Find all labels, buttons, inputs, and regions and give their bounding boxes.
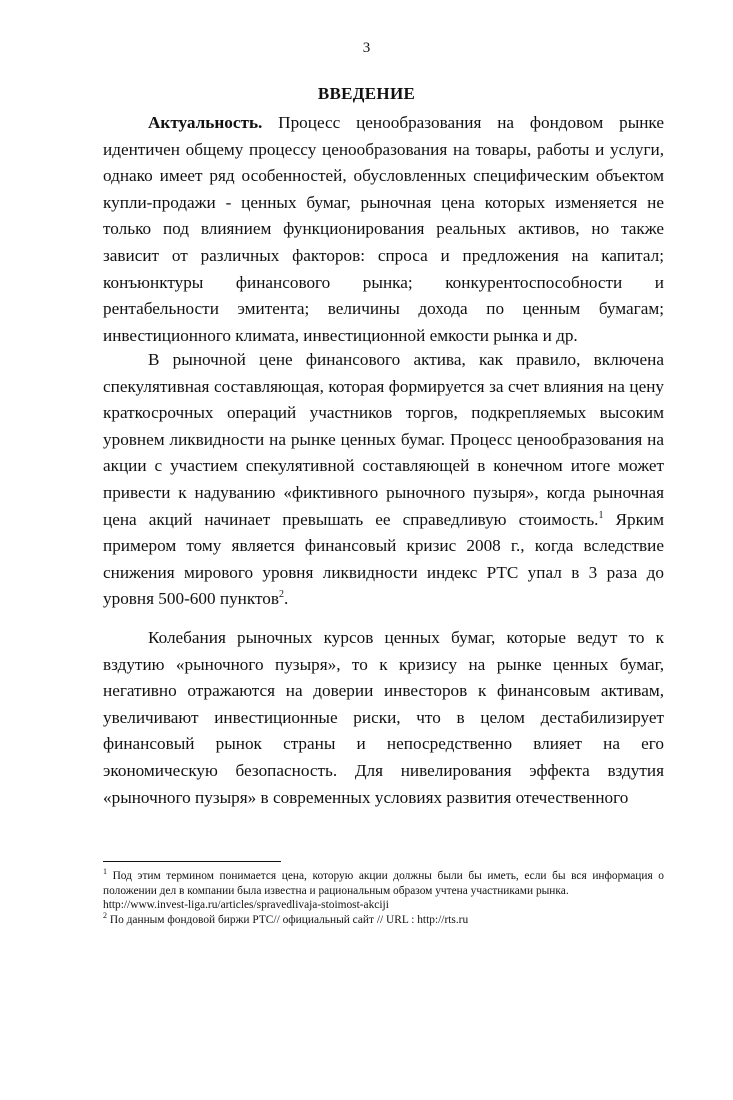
paragraph-lead-term: Актуальность. [148, 113, 263, 132]
paragraph-end-punctuation: . [284, 589, 289, 609]
paragraph-relevance [103, 110, 664, 349]
footnote-1-text: Под этим термином понимается цена, которую акции должны были бы иметь, если бы вся информация о положении дел в компании была известна и рациональным образом учтена участниками рынка. [103, 870, 664, 897]
footnote-reference-2[interactable]: 2 [279, 589, 284, 601]
paragraph-market-fluctuations [103, 625, 664, 811]
footnote-reference-1[interactable]: 1 [598, 509, 604, 521]
paragraph-text-continued: Ярким примером тому является финансовый кризис 2008 г., когда вследствие снижения мирового уровня ликвидности индекс РТС упал в 3 раза до уровня 500-600 пунктов [103, 509, 665, 609]
footnote-2 [103, 910, 664, 928]
footnote-2-text: По данным фондовой биржи РТС// официальный сайт // URL : http://rts.ru [107, 913, 469, 926]
section-heading: ВВЕДЕНИЕ [317, 84, 416, 103]
footnotes [103, 869, 664, 927]
footnote-2-mark: 2 [103, 910, 107, 920]
paragraph-text: Процесс ценообразования на фондовом рынке идентичен общему процессу ценообразования на товары, работы и услуги, однако имеет ряд особенностей, обусловленных специфическим объектом купли-продажи - ценных бумаг, рыночная цена которых изменяется не только под влиянием функционирования реальных активов, но также зависит от различных факторов: спроса и предложения на капитал; конъюнктуры финансового рынка; конкурентоспособности и рентабельности эмитента; величины дохода по ценным бумагам; инвестиционного климата, инвестиционной емкости рынка и др. [103, 113, 664, 345]
page-number: 3 [362, 40, 371, 56]
footnote-separator [103, 861, 281, 862]
paragraph-text: В рыночной цене финансового актива, как правило, включена спекулятивная составляющая, которая формируется за счет влияния на цену краткосрочных операций участников торгов, подкрепляемых высоким уровнем ликвидности на рынке ценных бумаг. Процесс ценообразования на акции с участием спекулятивной составляющей в конечном итоге может привести к надуванию «фиктивного рыночного пузыря», когда рыночная цена акций начинает превышать ее справедливую стоимость. [103, 350, 664, 529]
footnote-1-url[interactable]: http://www.invest-liga.ru/articles/spravedlivaja-stoimost-akciji [103, 899, 389, 912]
paragraph-text: Колебания рыночных курсов ценных бумаг, которые ведут то к вздутию «рыночного пузыря», то к кризису на рынке ценных бумаг, негативно отражаются на доверии инвесторов к финансовым активам, увеличивают инвестиционные риски, что в целом дестабилизирует финансовый рынок страны и непосредственно влияет на его экономическую безопасность. Для нивелирования эффекта вздутия «рыночного пузыря» в современных условиях развития отечественного [103, 628, 664, 807]
paragraph-speculative-component [103, 347, 664, 613]
footnote-1-mark: 1 [103, 867, 107, 876]
footnote-1 [103, 869, 664, 898]
